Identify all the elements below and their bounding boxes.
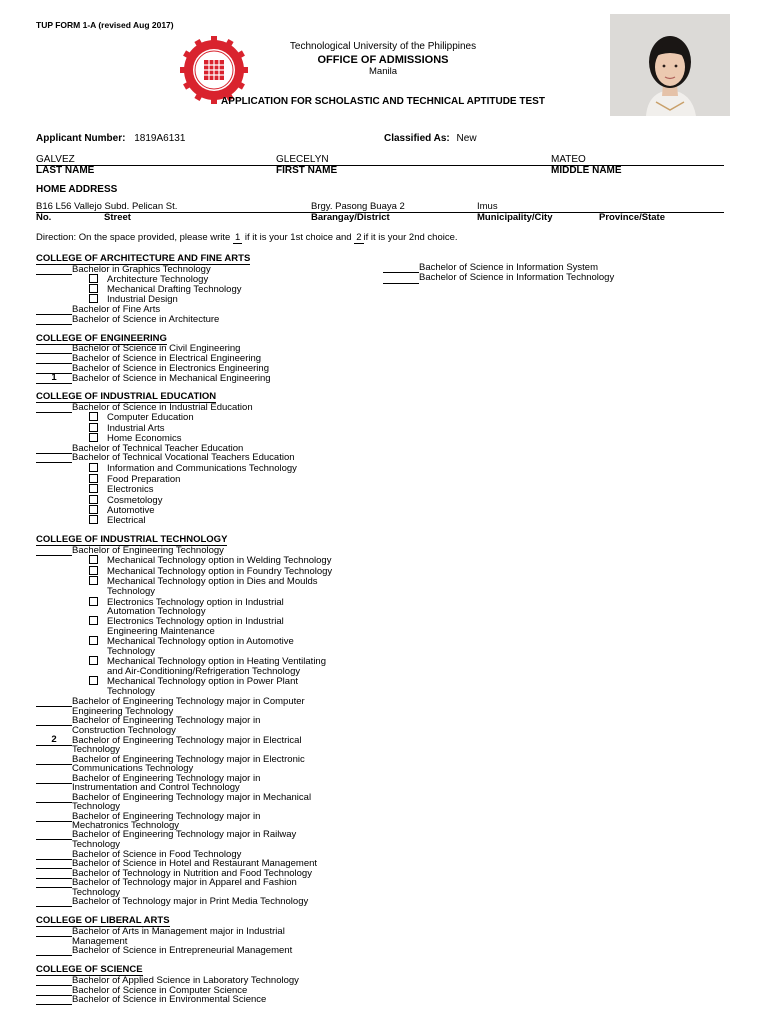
- checkbox[interactable]: [89, 576, 98, 585]
- classified-row: [384, 134, 477, 144]
- program-item: Bachelor of Science in Computer Science: [72, 985, 248, 996]
- program-item: Bachelor of Engineering Technology major in Electronic: [72, 754, 305, 765]
- choice-blank[interactable]: [36, 764, 72, 765]
- program-item-cont: Instrumentation and Control Technology: [72, 782, 240, 793]
- option-item: Mechanical Technology option in Heating Ventilating: [107, 656, 327, 667]
- applicant-number-row: [36, 134, 185, 144]
- first-name-label: FIRST NAME: [276, 165, 338, 176]
- program-item-cont: Technology: [72, 839, 121, 850]
- program-item: Bachelor of Science in Electrical Engineering: [72, 353, 262, 364]
- program-item: Bachelor of Fine Arts: [72, 304, 161, 315]
- program-item: Bachelor of Science in Entrepreneurial Management: [72, 945, 293, 956]
- program-item: Bachelor of Engineering Technology major in Electrical: [72, 735, 302, 746]
- checkbox[interactable]: [89, 597, 98, 606]
- option-item: Industrial Arts: [107, 423, 165, 434]
- program-item: Bachelor of Engineering Technology major in: [72, 773, 261, 784]
- choice-blank[interactable]: [36, 955, 72, 956]
- checkbox[interactable]: [89, 433, 98, 442]
- program-item: Bachelor of Science in Hotel and Restaurant Management: [72, 858, 318, 869]
- checkbox[interactable]: [89, 284, 98, 293]
- checkbox[interactable]: [89, 274, 98, 283]
- checkbox[interactable]: [89, 566, 98, 575]
- choice-blank[interactable]: [36, 995, 72, 996]
- option-item: Automotive: [107, 505, 155, 516]
- section-title-coe: COLLEGE OF ENGINEERING: [36, 333, 167, 344]
- section-title-cla: COLLEGE OF LIBERAL ARTS: [36, 915, 170, 926]
- choice-blank[interactable]: [36, 906, 72, 907]
- option-item: Industrial Design: [107, 294, 178, 305]
- applicant-photo: [610, 14, 730, 116]
- option-item-cont: Engineering Maintenance: [107, 626, 215, 637]
- program-item-cont: Management: [72, 936, 128, 947]
- checkbox[interactable]: [89, 474, 98, 483]
- classified-value: New: [456, 133, 477, 144]
- option-item: Information and Communications Technology: [107, 463, 297, 474]
- section-title-cit: COLLEGE OF INDUSTRIAL TECHNOLOGY: [36, 534, 228, 545]
- program-item-cont: Mechatronics Technology: [72, 820, 180, 831]
- option-item: Electronics: [107, 484, 154, 495]
- choice-blank[interactable]: [36, 314, 72, 315]
- form-title: APPLICATION FOR SCHOLASTIC AND TECHNICAL APTITUDE TEST: [221, 96, 545, 107]
- option-item-cont: Technology: [107, 646, 156, 657]
- section-title-cos: COLLEGE OF SCIENCE: [36, 964, 143, 975]
- choice-blank[interactable]: [36, 462, 72, 463]
- option-item: Mechanical Technology option in Automotive: [107, 636, 294, 647]
- home-address-heading: HOME ADDRESS: [36, 184, 118, 195]
- university-seal-icon: [180, 36, 248, 104]
- address-barangay-value: Brgy. Pasong Buaya 2: [311, 201, 405, 212]
- choice-blank[interactable]: [36, 725, 72, 726]
- option-item-cont: Automation Technology: [107, 606, 206, 617]
- choice-blank-bs-is[interactable]: [383, 272, 419, 273]
- classified-label: Classified As:: [384, 133, 450, 144]
- program-item: Bachelor of Technology major in Print Media Technology: [72, 896, 309, 907]
- option-item: Electronics Technology option in Industrial: [107, 616, 284, 627]
- program-item: Bachelor of Science in Food Technology: [72, 849, 242, 860]
- checkbox[interactable]: [89, 656, 98, 665]
- address-province-label: Province/State: [599, 212, 665, 223]
- program-item: Bachelor of Science in Environmental Science: [72, 994, 267, 1005]
- checkbox[interactable]: [89, 555, 98, 564]
- program-item: Bachelor of Technical Vocational Teachers Education: [72, 452, 295, 463]
- checkbox[interactable]: [89, 423, 98, 432]
- checkbox[interactable]: [89, 676, 98, 685]
- program-item: Bachelor of Applied Science in Laboratory Technology: [72, 975, 299, 986]
- choice-blank[interactable]: [36, 363, 72, 364]
- program-item-cont: Technology: [72, 887, 121, 898]
- option-item: Electrical: [107, 515, 146, 526]
- address-no-label: No.: [36, 212, 52, 223]
- choice-blank[interactable]: [36, 802, 72, 803]
- last-name-label: LAST NAME: [36, 165, 95, 176]
- middle-name-label: MIDDLE NAME: [551, 165, 622, 176]
- option-item: Mechanical Technology option in Power Plant: [107, 676, 298, 687]
- option-item: Electronics Technology option in Industrial: [107, 597, 284, 608]
- program-item-cont: Technology: [72, 744, 121, 755]
- choice-blank[interactable]: [36, 868, 72, 869]
- direction-middle: if it is your 1st choice and: [244, 232, 352, 243]
- choice-blank[interactable]: [36, 706, 72, 707]
- program-item-cont: Engineering Technology: [72, 706, 174, 717]
- option-item: Home Economics: [107, 433, 182, 444]
- choice-blank[interactable]: [36, 783, 72, 784]
- checkbox[interactable]: [89, 495, 98, 504]
- checkbox[interactable]: [89, 636, 98, 645]
- direction-first-choice: 1: [234, 232, 241, 243]
- direction-second-choice: 2: [356, 232, 362, 243]
- choice-blank[interactable]: [36, 555, 72, 556]
- checkbox[interactable]: [89, 515, 98, 524]
- choice-blank[interactable]: [36, 878, 72, 879]
- direction-prefix: Direction: On the space provided, please write: [36, 232, 231, 243]
- first-name-value: GLECELYN: [276, 154, 329, 165]
- option-item-cont: and Air-Conditioning/Refrigeration Technology: [107, 666, 301, 677]
- program-item: Bachelor of Science in Mechanical Engineering: [72, 373, 271, 384]
- checkbox[interactable]: [89, 463, 98, 472]
- option-item: Food Preparation: [107, 474, 181, 485]
- choice-blank[interactable]: [36, 1004, 72, 1005]
- program-item: Bachelor of Engineering Technology major in Computer: [72, 696, 305, 707]
- address-street-label: Street: [104, 212, 131, 223]
- checkbox[interactable]: [89, 294, 98, 303]
- program-item-cont: Technology: [72, 801, 121, 812]
- address-barangay-label: Barangay/District: [311, 212, 390, 223]
- program-item: Bachelor of Engineering Technology major in Railway: [72, 829, 297, 840]
- program-item: Bachelor of Technical Teacher Education: [72, 443, 244, 454]
- option-item: Mechanical Technology option in Foundry Technology: [107, 566, 333, 577]
- address-municipality-value: Imus: [477, 201, 498, 212]
- choice-blank[interactable]: [36, 936, 72, 937]
- option-item: Mechanical Technology option in Welding Technology: [107, 555, 332, 566]
- option-item-cont: Technology: [107, 686, 156, 697]
- last-name-value: GALVEZ: [36, 154, 75, 165]
- option-item: Cosmetology: [107, 495, 163, 506]
- option-item: Architecture Technology: [107, 274, 209, 285]
- choice-blank[interactable]: [36, 859, 72, 860]
- program-item: Bachelor in Graphics Technology: [72, 264, 211, 275]
- choice-blank[interactable]: [36, 887, 72, 888]
- program-item: Bachelor of Science in Architecture: [72, 314, 220, 325]
- section-title-cie: COLLEGE OF INDUSTRIAL EDUCATION: [36, 391, 217, 402]
- address-street-value: B16 L56 Vallejo Subd. Pelican St.: [36, 201, 178, 212]
- program-item: Bachelor of Engineering Technology major in Mechanical: [72, 792, 312, 803]
- checkbox[interactable]: [89, 616, 98, 625]
- option-item: Mechanical Technology option in Dies and Moulds: [107, 576, 318, 587]
- program-item: Bachelor of Technology in Nutrition and Food Technology: [72, 868, 312, 879]
- choice-blank[interactable]: [36, 745, 72, 746]
- applicant-number-label: Applicant Number:: [36, 133, 126, 144]
- choice-blank[interactable]: [36, 821, 72, 822]
- middle-name-value: MATEO: [551, 154, 586, 165]
- applicant-number: 1819A6131: [134, 133, 186, 144]
- city: Manila: [369, 66, 397, 77]
- direction-suffix: if it is your 2nd choice.: [363, 232, 458, 243]
- choice-blank[interactable]: [36, 985, 72, 986]
- choice-blank[interactable]: [36, 383, 72, 384]
- choice-blank[interactable]: [36, 839, 72, 840]
- choice-blank-bs-it[interactable]: [383, 283, 419, 284]
- option-item: Mechanical Drafting Technology: [107, 284, 242, 295]
- program-bs-information-technology: Bachelor of Science in Information Technology: [419, 272, 615, 283]
- program-item: Bachelor of Engineering Technology: [72, 545, 224, 556]
- program-item-cont: Construction Technology: [72, 725, 176, 736]
- checkbox[interactable]: [89, 412, 98, 421]
- address-municipality-label: Municipality/City: [477, 212, 553, 223]
- choice-value-first: 1: [51, 372, 57, 383]
- university-name: Technological University of the Philippines: [289, 41, 477, 52]
- program-item: Bachelor of Science in Industrial Education: [72, 402, 253, 413]
- form-code: TUP FORM 1-A (revised Aug 2017): [36, 20, 174, 30]
- checkbox[interactable]: [89, 484, 98, 493]
- direction-text: [36, 233, 458, 244]
- option-item: Computer Education: [107, 412, 194, 423]
- option-item-cont: Technology: [107, 586, 156, 597]
- choice-value-second: 2: [51, 734, 57, 745]
- program-item: Bachelor of Engineering Technology major in: [72, 715, 261, 726]
- choice-blank[interactable]: [36, 324, 72, 325]
- office-title: OFFICE OF ADMISSIONS: [317, 54, 449, 66]
- program-item-cont: Communications Technology: [72, 763, 194, 774]
- program-item: Bachelor of Science in Electronics Engineering: [72, 363, 269, 374]
- section-title-caf: COLLEGE OF ARCHITECTURE AND FINE ARTS: [36, 253, 251, 264]
- choice-blank[interactable]: [36, 412, 72, 413]
- program-item: Bachelor of Technology major in Apparel and Fashion: [72, 877, 297, 888]
- program-item: Bachelor of Engineering Technology major in: [72, 811, 261, 822]
- program-item: Bachelor of Science in Civil Engineering: [72, 343, 241, 354]
- choice-blank[interactable]: [36, 353, 72, 354]
- choice-blank[interactable]: [36, 274, 72, 275]
- program-item: Bachelor of Arts in Management major in Industrial: [72, 926, 285, 937]
- program-bs-information-system: Bachelor of Science in Information System: [419, 262, 599, 273]
- checkbox[interactable]: [89, 505, 98, 514]
- choice-blank[interactable]: [36, 453, 72, 454]
